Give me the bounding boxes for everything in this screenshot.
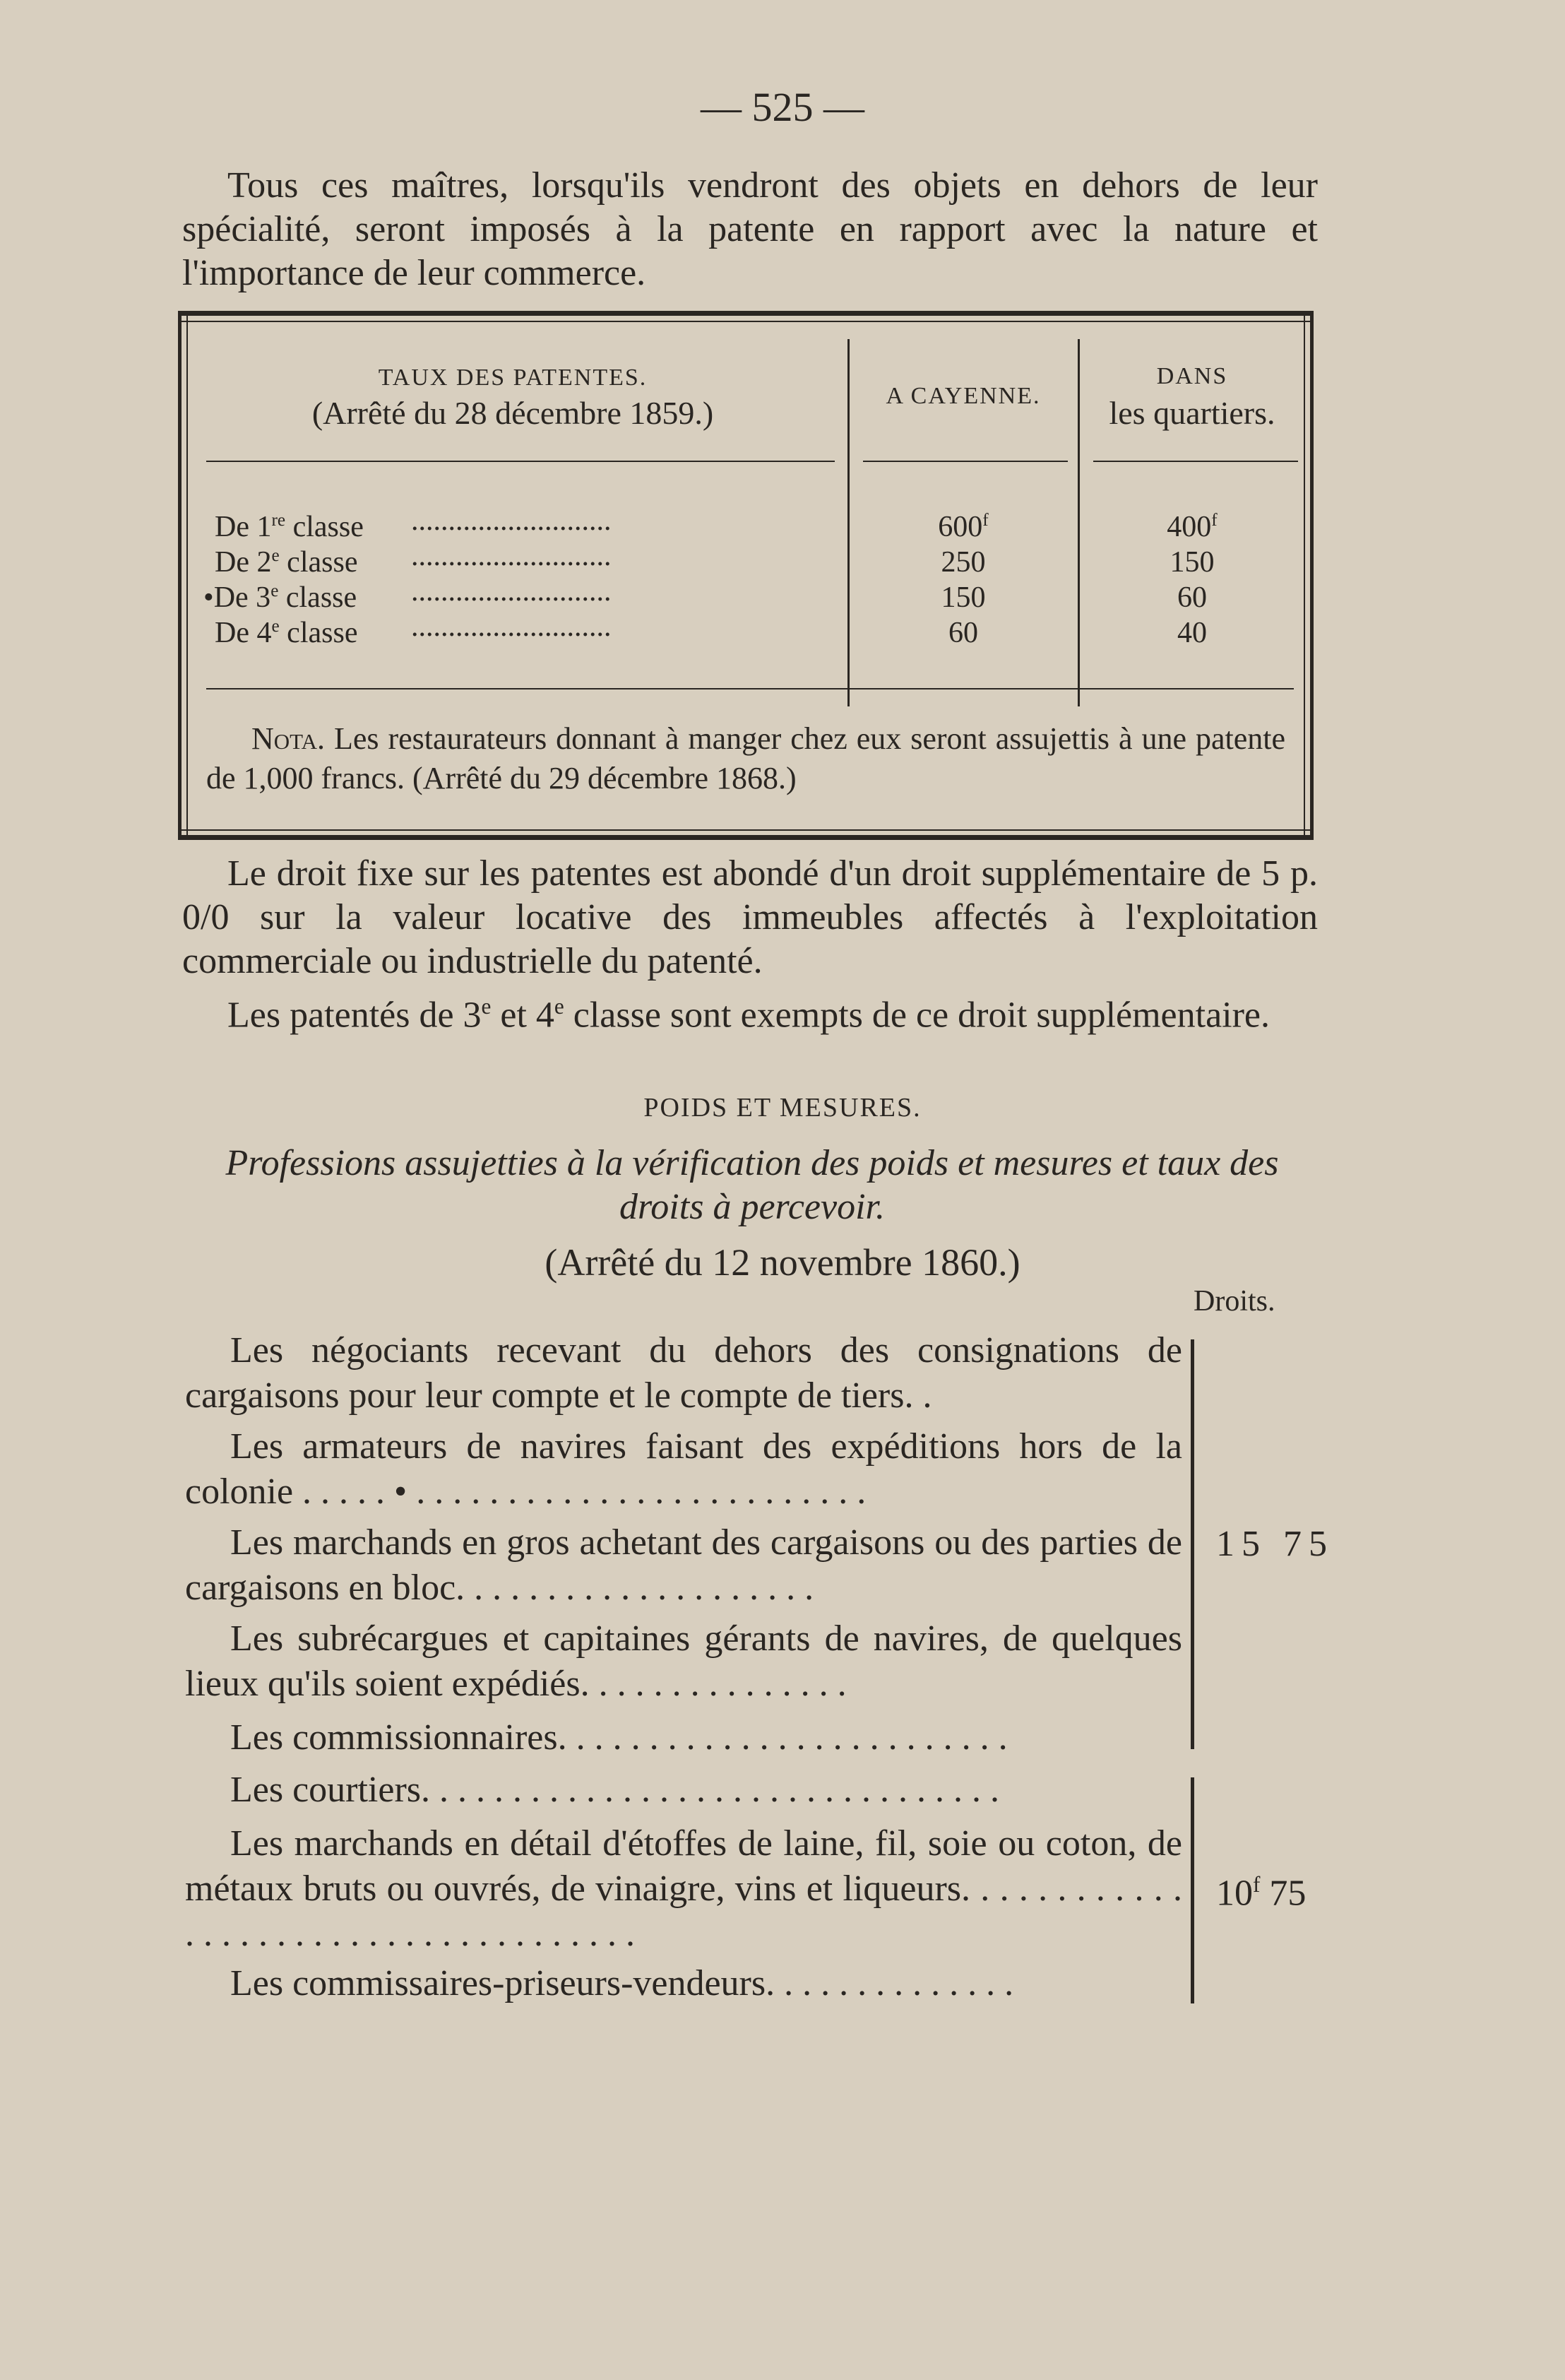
cayenne-value: 150 (941, 581, 986, 614)
list-item: Les marchands en détail d'étoffes de laine, fil, soie ou coton, de métaux bruts ou ouvrés, de vinaigre, vins et liqueurs. . . . . . . . . . . . . . . . . . . . . . . . . . . . . . . . . . . . . (185, 1823, 1182, 1954)
droit-fixe-paragraph: Le droit fixe sur les patentes est abondé d'un droit supplémentaire de 5 p. 0/0 sur la valeur locative des immeubles affectés à l'exploitation commerciale ou industrielle du patenté. (182, 853, 1318, 981)
patentes-exempt-paragraph: Les patentés de 3e et 4e classe sont exempts de ce droit supplémentaire. (227, 994, 1270, 1036)
column-header-cayenne: A CAYENNE. (886, 383, 1041, 409)
row-class-label: De 2e classe (215, 546, 358, 579)
table-row (178, 538, 1314, 579)
row-class-label: De 4e classe (215, 617, 358, 649)
list-item: Les subrécargues et capitaines gérants de navires, de quelques lieux qu'ils soient expédiés. . . . . . . . . . . . . . . (185, 1618, 1182, 1704)
table-header-subtitle: (Arrêté du 28 décembre 1859.) (311, 395, 714, 431)
intro-paragraph: Tous ces maîtres, lorsqu'ils vendront des objets en dehors de leur spécialité, seront imposés à la patente en rapport avec la nature et l'importance de leur commerce. (182, 165, 1318, 293)
quartiers-value: 400$^f$ (1167, 511, 1218, 543)
cayenne-value: 60 (948, 617, 978, 649)
patent-rates-table (178, 311, 1314, 839)
leader-dots: ........................... (411, 610, 612, 643)
quartiers-value: 150 (1170, 546, 1215, 579)
group2-droit: 10$^f$ 75 (1216, 1872, 1307, 1914)
table-header-title: TAUX DES PATENTES. (378, 365, 648, 391)
list-item: Les armateurs de navires faisant des expéditions hors de la colonie . . . . . • . . . . . . . . . . . . . . . . . . . . . . . . . (185, 1426, 1182, 1512)
row-class-label: •De 3e classe (203, 581, 357, 614)
quartiers-value: 40 (1177, 617, 1207, 649)
cayenne-value: 250 (941, 546, 986, 579)
page-number: — 525 — (701, 84, 864, 130)
section-subtitle: Professions assujetties à la vérification des poids et mesures et taux des droits à percevoir. (225, 1143, 1279, 1227)
list-item: Les marchands en gros achetant des cargaisons ou des parties de cargaisons en bloc. . . . . . . . . . . . . . . . . . . . (185, 1522, 1182, 1608)
list-item: Les commissionnaires. . . . . . . . . . . . . . . . . . . . . . . . . (230, 1717, 1008, 1758)
leader-dots: ........................... (411, 575, 612, 608)
column-header-dans: DANS (1156, 363, 1228, 389)
quartiers-value: 60 (1177, 581, 1207, 614)
group1-droit: 15 75 (1216, 1524, 1334, 1564)
table-row (178, 574, 1314, 614)
group2-brace (1184, 1777, 1194, 2003)
droits-column-label: Droits. (1194, 1285, 1275, 1318)
table-nota: Nota. Les restaurateurs donnant à manger chez eux seront assujettis à une patente de 1,000 francs. (Arrêté du 29 décembre 1868.) (206, 721, 1285, 795)
section-arrete: (Arrêté du 12 novembre 1860.) (545, 1241, 1020, 1284)
list-item: Les courtiers. . . . . . . . . . . . . . . . . . . . . . . . . . . . . . . . (230, 1770, 1000, 1810)
section-title: POIDS ET MESURES. (643, 1093, 922, 1123)
group1-brace (1184, 1339, 1194, 1749)
list-item: Les négociants recevant du dehors des consignations de cargaisons pour leur compte et le compte de tiers. . (185, 1330, 1182, 1416)
list-item: Les commissaires-priseurs-vendeurs. . . . . . . . . . . . . . (230, 1963, 1014, 2003)
cayenne-value: 600$^f$ (938, 511, 989, 543)
column-header-quartiers: les quartiers. (1109, 395, 1275, 431)
row-class-label: De 1re classe (215, 511, 364, 543)
leader-dots: ........................... (411, 504, 612, 537)
table-row (178, 609, 1314, 649)
table-row (178, 503, 1314, 543)
leader-dots: ........................... (411, 540, 612, 572)
